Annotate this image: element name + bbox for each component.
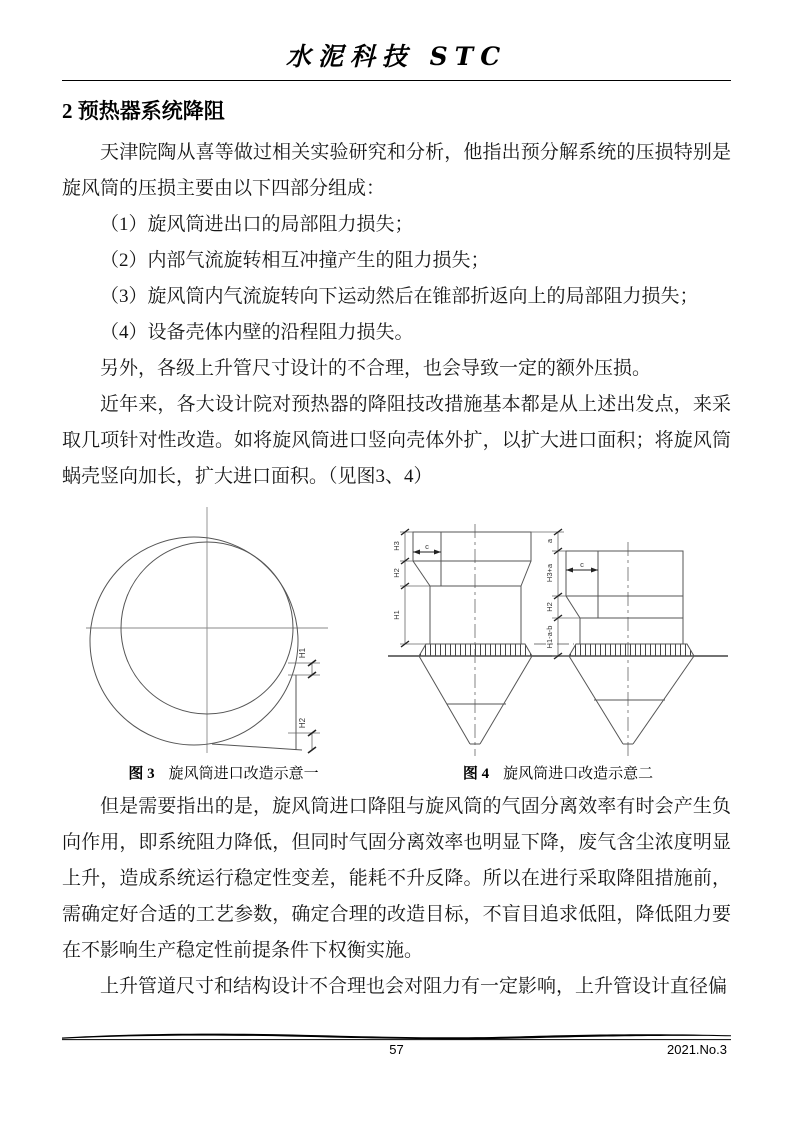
section-heading: 2 预热器系统降阻 [62,99,225,123]
figures-row [62,503,731,760]
figure-3-caption [62,762,385,783]
paragraph-additional: 另外，各级上升管尺寸设计的不合理，也会导致一定的额外压损。 [100,358,652,379]
dimension-label-h3a: H3+a [545,563,554,583]
body-text-block [62,135,731,495]
right-cyclone-outline [566,542,694,756]
dimension-label-c: c [580,560,584,569]
dimension-label-h2: H2 [545,602,554,612]
figure-4-title: 旋风筒进口改造示意二 [503,766,654,782]
body-text-block-2 [62,789,731,1005]
figure-3-label: 图 3 [128,766,155,782]
dimension-label-h2: H2 [392,568,401,578]
figure-4-label: 图 4 [462,766,490,782]
page-number: 57 [389,1042,404,1057]
left-cyclone-outline [413,524,532,756]
paragraph-riser: 上升管道尺寸和结构设计不合理也会对阻力有一定影响，上升管设计直径偏 [100,976,728,997]
figure-3-title: 旋风筒进口改造示意一 [168,766,319,782]
list-item-1: （1）旋风筒进出口的局部阻力损失； [100,214,414,235]
list-item-4: （4）设备壳体内壁的沿程阻力损失。 [100,322,414,343]
footer-ornament-line [62,1034,731,1040]
right-c-dimension [566,560,598,573]
dimension-label-h1: H1 [392,610,401,620]
dimension-label-h1: H1 [298,647,307,659]
paragraph-measures: 近年来，各大设计院对预热器的降阻技改措施基本都是从上述出发点，来采取几项针对性改造。如将旋风筒进口竖向壳体外扩，以扩大进口面积；将旋风筒蜗壳竖向加长，扩大进口面积。（见图3、4） [62,394,731,487]
left-c-dimension [413,542,441,555]
dimension-label-h1ab: H1-a-b [545,625,554,649]
page-footer [62,1031,731,1060]
header-rule [62,80,731,81]
footer-rule [62,1031,731,1041]
paragraph-caution: 但是需要指出的是，旋风筒进口降阻与旋风筒的气固分离效率有时会产生负向作用，即系统阻力降低，但同时气固分离效率也明显下降，废气含尘浓度明显上升，造成系统运行稳定性变差，能耗不升反降。所以在进行采取降阻措施前，需确定好合适的工艺参数，确定合理的改造目标，不盲目追求低阻，降低阻力要在不影响生产稳定性前提条件下权衡实施。 [62,796,731,961]
dimension-label-h2: H2 [298,717,307,729]
dimension-label-c: c [425,542,429,551]
figure-captions [62,762,731,783]
journal-title: 水泥科技 STC [285,42,508,71]
left-louver-band [419,644,532,656]
dimension-label-h3: H3 [392,541,401,551]
outer-volute-circle [90,537,298,745]
paragraph-intro: 天津院陶从喜等做过相关实验研究和分析，他指出预分解系统的压损特别是旋风筒的压损主要由以下四部分组成： [62,142,731,199]
issue-number: 2021.No.3 [667,1042,727,1057]
dimension-label-a: a [545,538,554,544]
figure-3-drawing [80,503,385,760]
figure-4-caption [385,762,731,783]
figure-4-drawing [385,508,731,760]
right-louver-band [569,644,694,656]
list-item-2: （2）内部气流旋转相互冲撞产生的阻力损失； [100,250,490,271]
list-item-3: （3）旋风筒内气流旋转向下运动然后在锥部折返向上的局部阻力损失； [100,286,699,307]
footer-text-row [62,1042,731,1060]
volute-tail-line [212,744,302,750]
